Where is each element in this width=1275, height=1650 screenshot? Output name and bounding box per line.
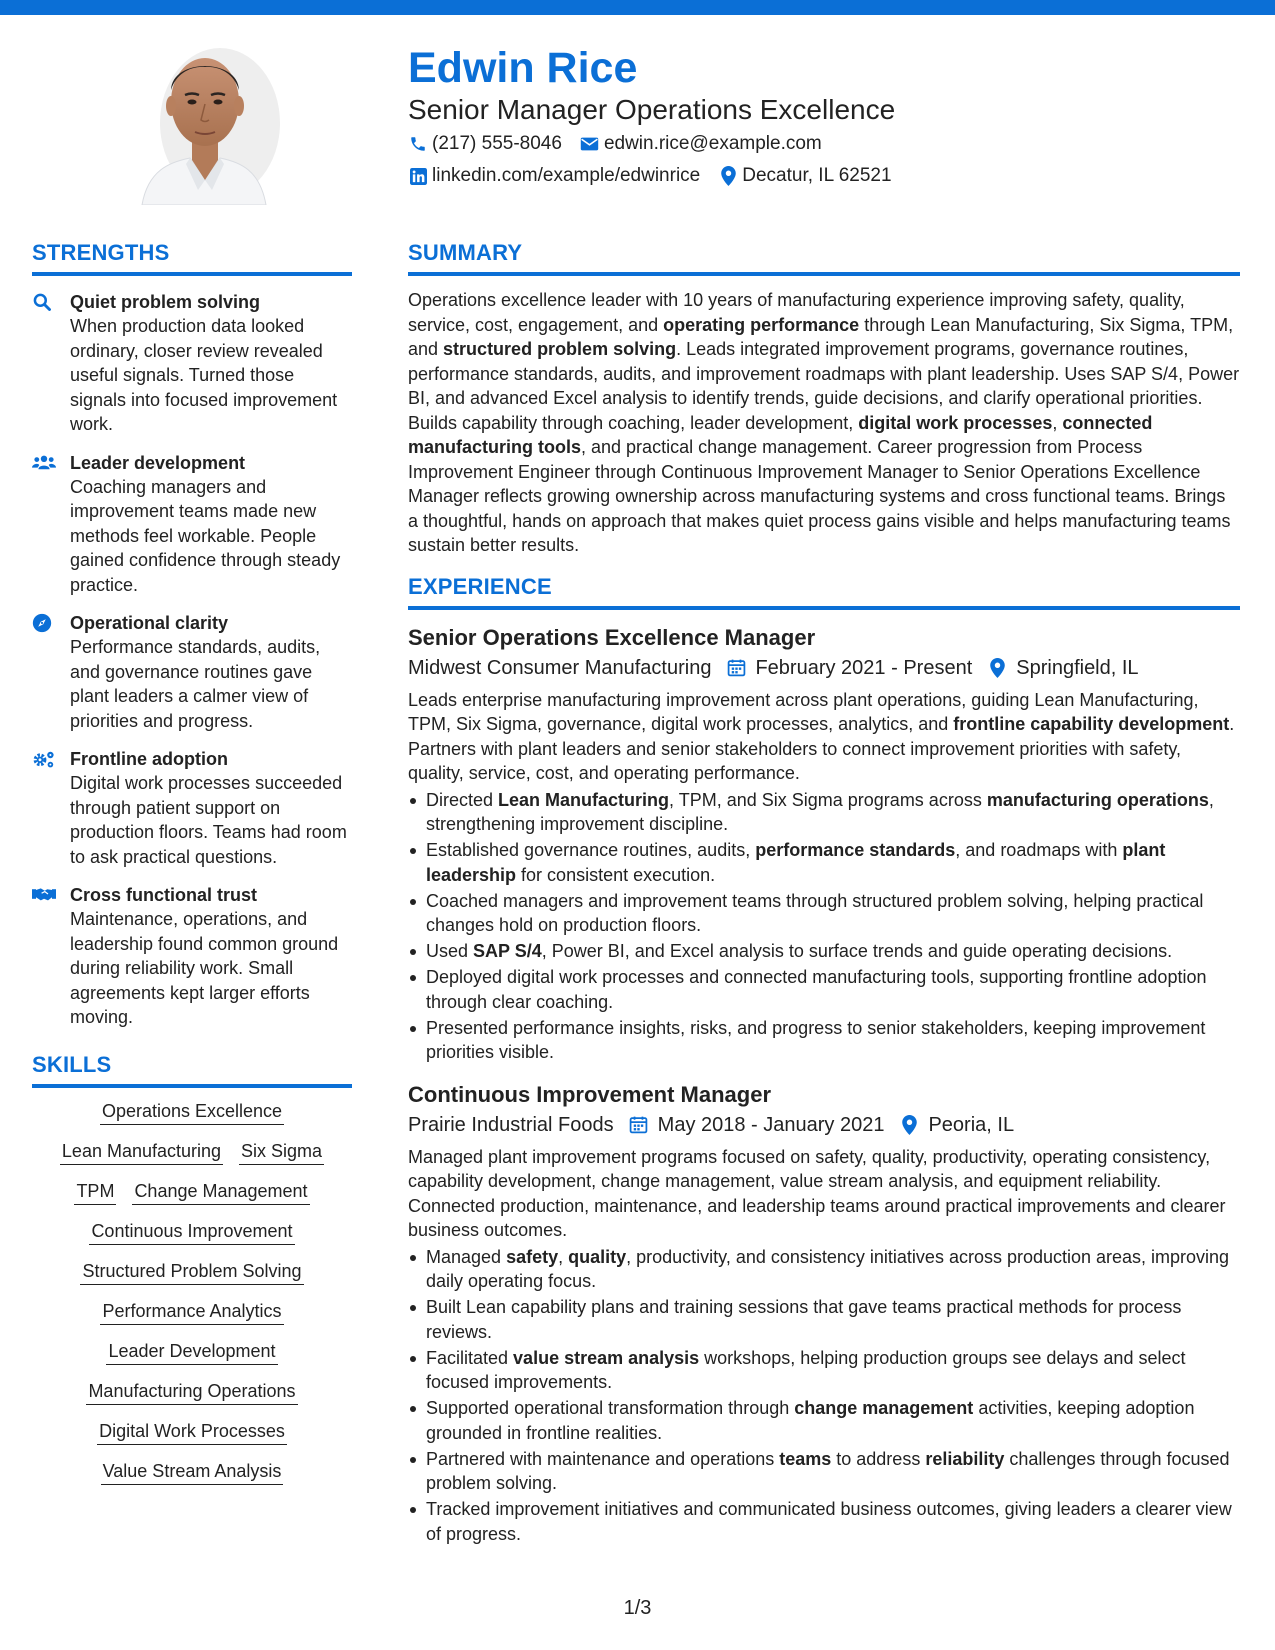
contact-linkedin[interactable]: linkedin.com/example/edwinrice: [408, 165, 700, 187]
skills-list: [32, 1098, 352, 1498]
job-description: Managed plant improvement programs focused on safety, quality, productivity, operating consistency, capability development, change management, value stream analysis, and equipment reliability. Connected production, maintenance, and leadership teams around practical improvements and clearer business outcomes.: [408, 1146, 1226, 1240]
job-company: Midwest Consumer Manufacturing: [408, 656, 712, 679]
list-item: Tracked improvement initiatives and communicated business outcomes, giving leaders a clearer view of progress.: [408, 1497, 1240, 1546]
job-description: Leads enterprise manufacturing improvement across plant operations, guiding Lean Manufacturing, TPM, Six Sigma, governance, digital work processes, analytics, and frontline capability development. Partners with plant leaders and senior stakeholders to connect improvement priorities with safety, quality, service, cost, and operating performance.: [408, 689, 1235, 783]
candidate-name: Edwin Rice: [408, 44, 638, 92]
contact-phone: (217) 555-8046: [408, 133, 562, 155]
phone-icon: [408, 134, 428, 154]
list-item: Supported operational transformation through change management activities, keeping adoption grounded in frontline realities.: [408, 1396, 1240, 1445]
strength-item: [32, 451, 352, 598]
strength-desc: Maintenance, operations, and leadership found common ground during reliability work. Small agreements kept larger efforts moving.: [70, 909, 339, 1027]
candidate-title: Senior Manager Operations Excellence: [408, 94, 896, 125]
users-icon: [32, 451, 70, 598]
skill-tag: Six Sigma: [239, 1138, 324, 1165]
list-item: Managed safety, quality, productivity, and consistency initiatives across production areas, improving daily operating focus.: [408, 1245, 1240, 1294]
linkedin-icon: [408, 166, 428, 186]
summary-heading: SUMMARY: [408, 240, 1240, 276]
calendar-icon: [725, 657, 747, 679]
calendar-icon: [628, 1114, 650, 1136]
job-bullets: [408, 1245, 1240, 1547]
page-number: 1/3: [623, 1597, 652, 1619]
list-item: Used SAP S/4, Power BI, and Excel analysis to surface trends and guide operating decisions.: [408, 939, 1240, 964]
job-dates: May 2018 - January 2021: [657, 1113, 885, 1136]
experience-heading: EXPERIENCE: [408, 574, 1240, 610]
strength-title: Leader development: [70, 452, 246, 473]
strength-item: [32, 747, 352, 869]
strength-desc: Digital work processes succeeded through patient support on production floors. Teams had room to ask practical questions.: [70, 773, 347, 867]
list-item: Presented performance insights, risks, and progress to senior stakeholders, keeping improvement priorities visible.: [408, 1016, 1240, 1065]
skill-tag: Leader Development: [106, 1338, 277, 1365]
strength-desc: Coaching managers and improvement teams made new methods feel workable. People gained confidence through steady practice.: [70, 476, 341, 595]
contact-email[interactable]: edwin.rice@example.com: [580, 133, 822, 155]
job-location: Peoria, IL: [928, 1113, 1015, 1136]
map-pin-icon: [718, 166, 738, 186]
strength-desc: Performance standards, audits, and governance routines gave plant leaders a calmer view of priorities and progress.: [70, 637, 321, 731]
skill-tag: Operations Excellence: [100, 1098, 284, 1125]
job-entry: [408, 624, 1240, 1065]
list-item: Established governance routines, audits, performance standards, and roadmaps with plant leadership for consistent execution.: [408, 838, 1240, 887]
contact-location: Decatur, IL 62521: [718, 165, 891, 187]
summary-text: Operations excellence leader with 10 years of manufacturing experience improving safety, quality, service, cost, engagement, and operating performance through Lean Manufacturing, Six Sigma, TPM, and structured problem solving. Leads integrated improvement programs, governance routines, performance standards, audits, and improvement roadmaps with plant leadership. Uses SAP S/4, Power BI, and advanced Excel analysis to identify trends, guide decisions, and clarify operational priorities. Builds capability through coaching, leader development, digital work processes, connected manufacturing tools, and practical change management. Career progression from Process Improvement Engineer through Continuous Improvement Manager to Senior Operations Excellence Manager reflects growing ownership across manufacturing systems and cross functional teams. Brings a thoughtful, hands on approach that makes quiet process gains visible and helps manufacturing teams sustain better results.: [408, 290, 1240, 555]
job-title: Senior Operations Excellence Manager: [408, 624, 816, 650]
skill-tag: Continuous Improvement: [89, 1218, 294, 1245]
list-item: Built Lean capability plans and training sessions that gave teams practical methods for process reviews.: [408, 1295, 1240, 1344]
strengths-heading: STRENGTHS: [32, 240, 352, 276]
list-item: Partnered with maintenance and operations teams to address reliability challenges through focused problem solving.: [408, 1447, 1240, 1496]
skill-tag: Manufacturing Operations: [86, 1378, 297, 1405]
contact-row-2: [408, 165, 910, 187]
list-item: Coached managers and improvement teams through structured problem solving, helping practical changes hold on production floors.: [408, 889, 1240, 938]
skill-tag: Digital Work Processes: [97, 1418, 287, 1445]
envelope-icon: [580, 134, 600, 154]
skills-heading: SKILLS: [32, 1052, 352, 1088]
skill-tag: Performance Analytics: [100, 1298, 283, 1325]
job-entry: [408, 1081, 1240, 1547]
left-column: [32, 240, 352, 1498]
job-bullets: [408, 788, 1240, 1065]
strength-item: [32, 611, 352, 733]
skill-tag: Change Management: [132, 1178, 309, 1205]
gears-icon: [32, 747, 70, 869]
strength-title: Quiet problem solving: [70, 292, 261, 312]
skill-tag: TPM: [74, 1178, 116, 1205]
strength-title: Operational clarity: [70, 613, 229, 633]
map-pin-icon: [898, 1114, 920, 1136]
map-pin-icon: [986, 657, 1008, 679]
strength-item: [32, 290, 352, 437]
strength-title: Cross functional trust: [70, 885, 258, 905]
job-dates: February 2021 - Present: [755, 656, 973, 679]
strength-desc: When production data looked ordinary, closer review revealed useful signals. Turned those signals into focused improvement work.: [70, 316, 338, 434]
strength-title: Frontline adoption: [70, 749, 228, 769]
list-item: Deployed digital work processes and connected manufacturing tools, supporting frontline adoption through clear coaching.: [408, 965, 1240, 1014]
skill-tag: Lean Manufacturing: [60, 1138, 223, 1165]
job-meta: [408, 1111, 1240, 1139]
job-title: Continuous Improvement Manager: [408, 1081, 772, 1107]
list-item: Facilitated value stream analysis workshops, helping production groups see delays and select focused improvements.: [408, 1346, 1240, 1395]
top-accent-bar: [0, 0, 1275, 15]
skill-tag: Value Stream Analysis: [101, 1458, 284, 1485]
search-icon: [32, 290, 70, 437]
skill-tag: Structured Problem Solving: [80, 1258, 303, 1285]
contact-row-1: [408, 133, 840, 155]
handshake-icon: [32, 883, 70, 1030]
right-column: [408, 240, 1240, 1548]
list-item: Directed Lean Manufacturing, TPM, and Six Sigma programs across manufacturing operations, strengthening improvement discipline.: [408, 788, 1240, 837]
profile-photo: [130, 40, 280, 205]
strength-item: [32, 883, 352, 1030]
job-meta: [408, 654, 1240, 682]
job-location: Springfield, IL: [1016, 656, 1139, 679]
compass-icon: [32, 611, 70, 733]
job-company: Prairie Industrial Foods: [408, 1113, 614, 1136]
